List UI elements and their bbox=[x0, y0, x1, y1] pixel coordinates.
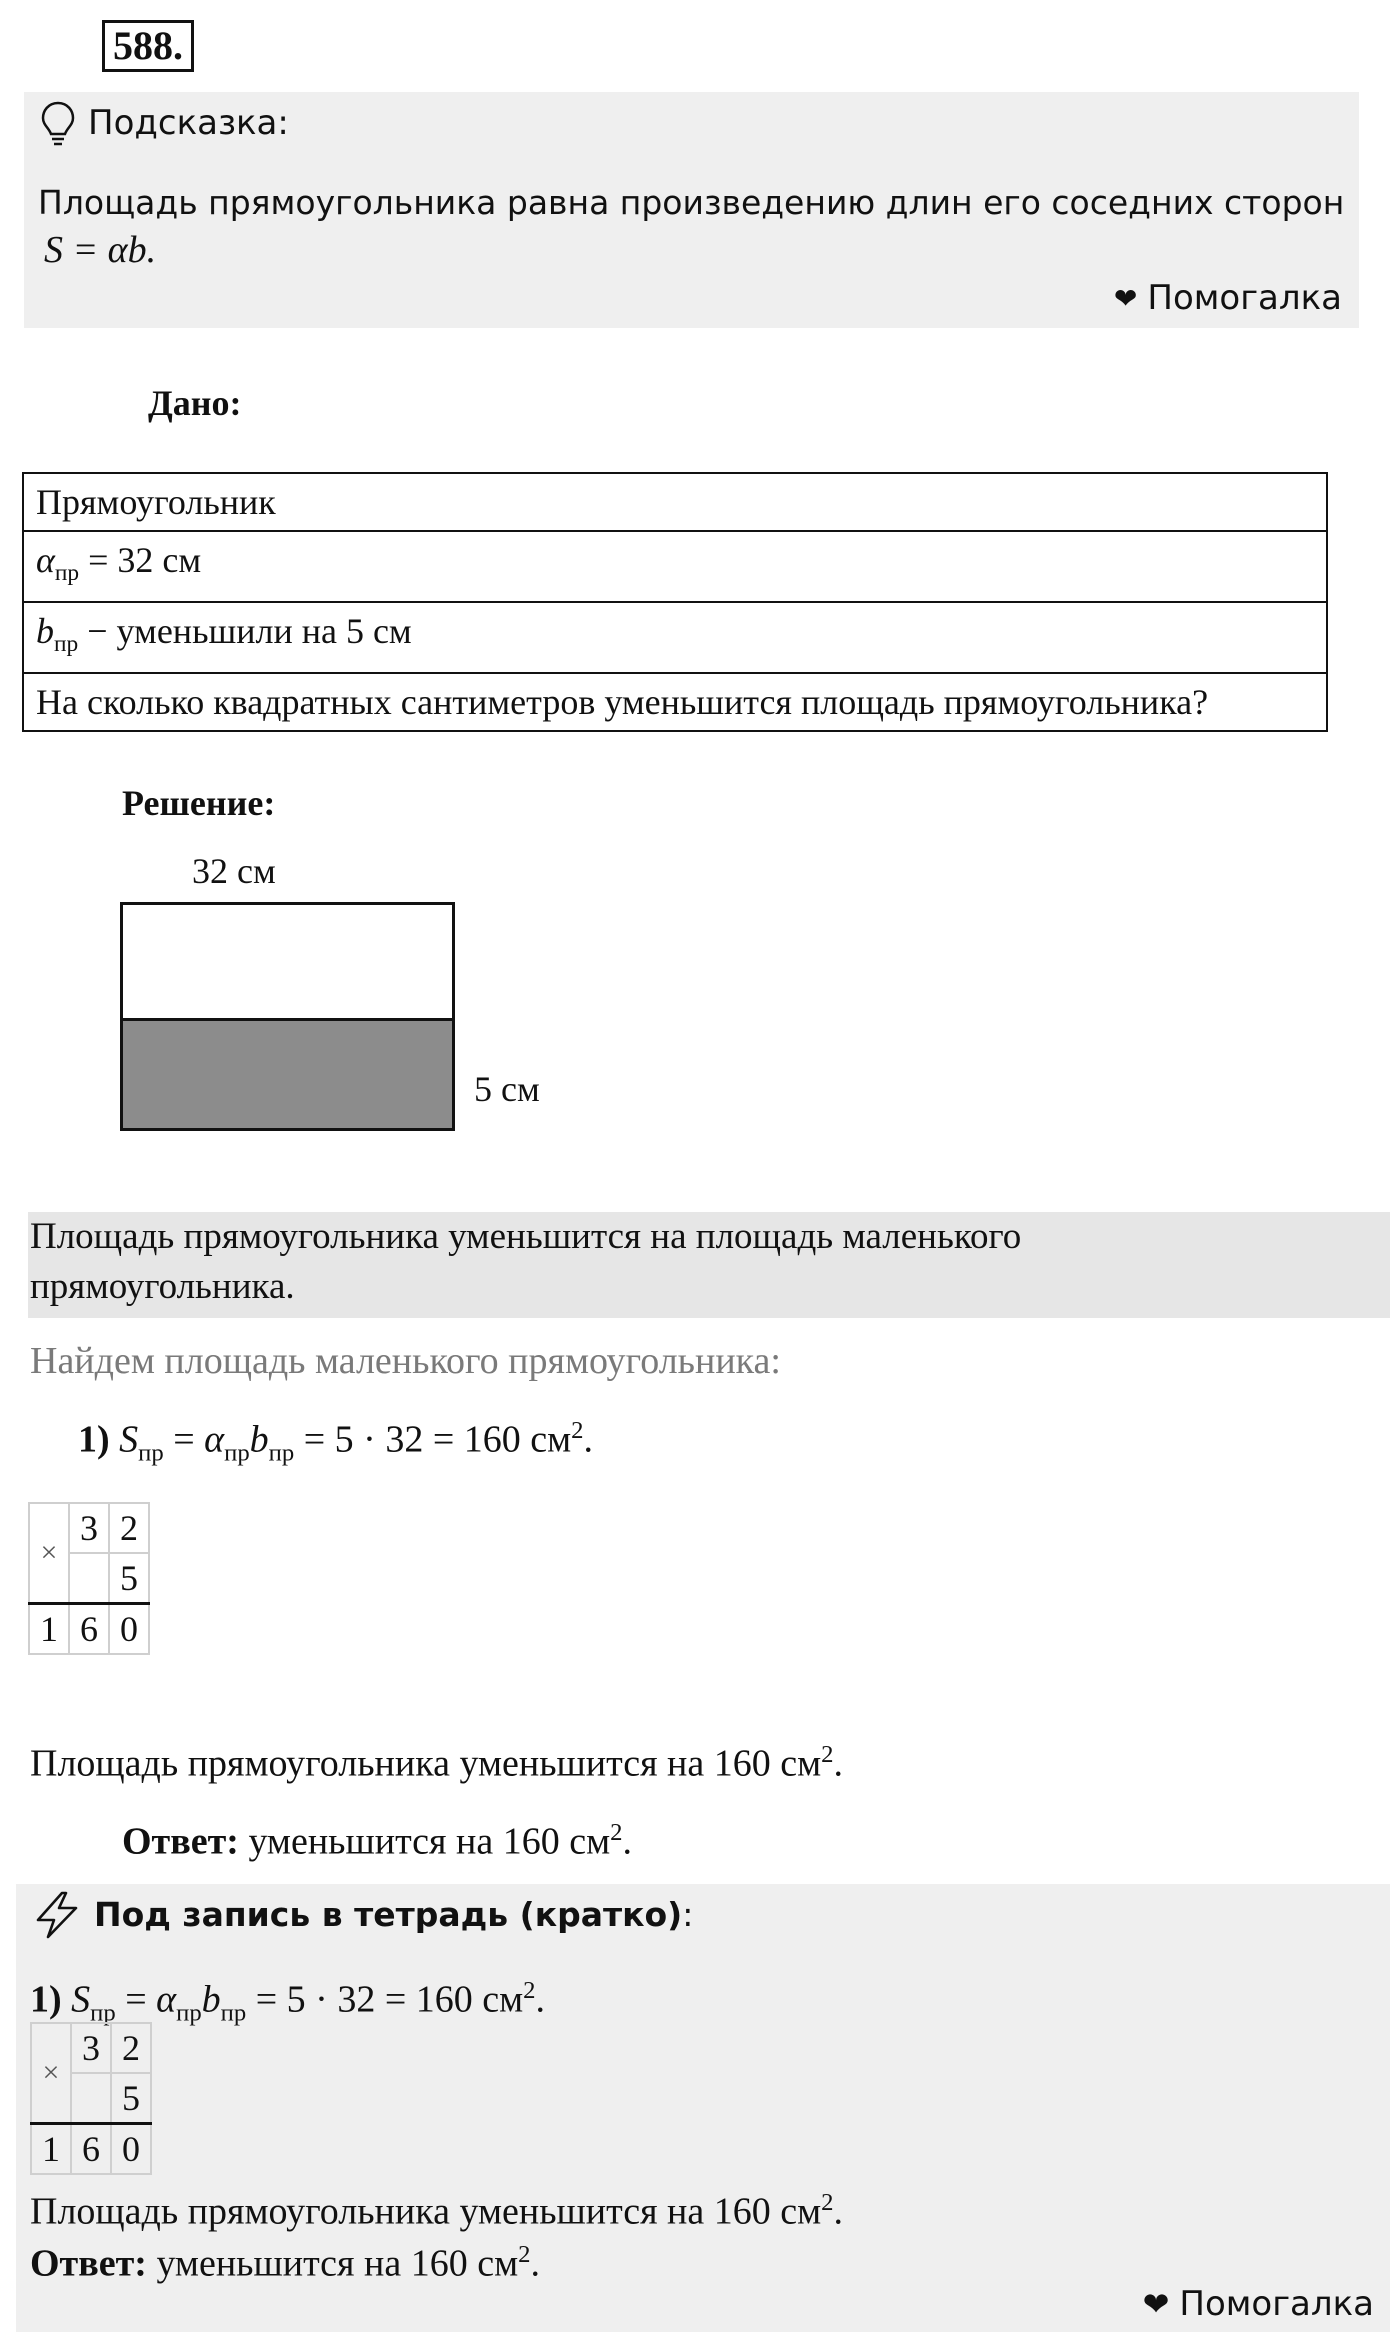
b-symbol: b bbox=[36, 611, 54, 652]
answer-line bbox=[122, 1808, 632, 1867]
notes-mult-cell: 3 bbox=[71, 2023, 111, 2073]
hint-formula: S = αb. bbox=[44, 229, 157, 271]
step1-b: b bbox=[249, 1418, 269, 1461]
notes-mult-result-cell: 0 bbox=[111, 2124, 151, 2175]
notes-step1-alpha: α bbox=[156, 1978, 177, 2021]
conclusion-main: Площадь прямоугольника уменьшится на 160 см bbox=[30, 1742, 822, 1785]
notes-step1-alpha-sub: пр bbox=[176, 1999, 202, 2027]
notes-conclusion-end: . bbox=[833, 2190, 844, 2233]
given-row-shape: Прямоугольник bbox=[23, 473, 1327, 531]
notes-step1-exp: 2 bbox=[523, 1977, 536, 2004]
lightning-icon bbox=[32, 1890, 82, 1945]
notes-conclusion-exp: 2 bbox=[821, 2189, 834, 2216]
step1-b-sub: пр bbox=[268, 1439, 295, 1467]
notes-times-sign: × bbox=[31, 2023, 71, 2124]
notes-multiplication-table bbox=[30, 2022, 152, 2175]
problem-number: 588. bbox=[102, 20, 194, 72]
rectangle-figure bbox=[120, 902, 456, 1137]
notes-mult-result-cell: 6 bbox=[71, 2124, 111, 2175]
alpha-symbol: α bbox=[36, 540, 55, 580]
given-row-side-a bbox=[23, 531, 1327, 602]
mult-cell: 2 bbox=[109, 1503, 149, 1553]
times-sign: × bbox=[29, 1503, 69, 1604]
rectangle-remaining-part bbox=[122, 904, 454, 1020]
multiplication-table bbox=[28, 1502, 150, 1655]
mult-result-cell: 0 bbox=[109, 1604, 149, 1655]
step1-end: . bbox=[583, 1418, 594, 1461]
given-row-side-a-sub: пр bbox=[54, 560, 80, 587]
heart-icon: ❤ bbox=[1142, 2285, 1170, 2323]
notes-helper-link[interactable] bbox=[1143, 2284, 1374, 2324]
given-row-side-b-sub: пр bbox=[54, 631, 79, 658]
notes-step1-b-sub: пр bbox=[220, 1999, 247, 2027]
step1-exp: 2 bbox=[571, 1417, 584, 1444]
notes-mult-cell: 2 bbox=[111, 2023, 151, 2073]
notes-answer-exp: 2 bbox=[518, 2241, 531, 2268]
step1-S: S bbox=[119, 1418, 139, 1461]
mult-result-cell: 1 bbox=[29, 1604, 69, 1655]
hint-text: Площадь прямоугольника равна произведению длин его соседних сторон bbox=[38, 183, 1345, 222]
mult-cell: 3 bbox=[69, 1503, 109, 1553]
given-table bbox=[22, 472, 1328, 732]
notes-step1-number: 1) bbox=[30, 1978, 62, 2021]
notes-step1-b: b bbox=[201, 1978, 221, 2021]
conclusion-exp: 2 bbox=[821, 1741, 834, 1768]
notes-conclusion bbox=[30, 2178, 843, 2237]
given-heading: Дано: bbox=[148, 383, 242, 423]
heart-icon: ❤ bbox=[1113, 281, 1138, 315]
conclusion-text bbox=[30, 1730, 843, 1789]
step1-result: = 5 · 32 = 160 см bbox=[294, 1418, 572, 1461]
step1-line bbox=[78, 1406, 593, 1478]
notes-title-line bbox=[94, 1892, 693, 1938]
notes-step1-S: S bbox=[71, 1978, 91, 2021]
notes-answer-line bbox=[30, 2230, 540, 2289]
solution-heading: Решение: bbox=[122, 783, 276, 823]
notes-helper-label: Помогалка bbox=[1179, 2284, 1374, 2324]
answer-end: . bbox=[622, 1820, 632, 1863]
mult-cell: 5 bbox=[109, 1553, 149, 1604]
figure-top-label: 32 см bbox=[192, 851, 276, 891]
notes-conclusion-main: Площадь прямоугольника уменьшится на 160 см bbox=[30, 2190, 822, 2233]
notes-step1-result: = 5 · 32 = 160 см bbox=[246, 1978, 524, 2021]
notes-step1-end: . bbox=[535, 1978, 546, 2021]
notes-step1-eq: = bbox=[115, 1978, 157, 2021]
given-row-question: На сколько квадратных сантиметров уменьшится площадь прямоугольника? bbox=[23, 673, 1327, 731]
find-text: Найдем площадь маленького прямоугольника: bbox=[30, 1340, 781, 1382]
given-row-side-b-value: − уменьшили на 5 см bbox=[78, 611, 412, 652]
answer-label: Ответ: bbox=[122, 1820, 239, 1863]
highlight-text: Площадь прямоугольника уменьшится на площадь маленького прямоугольника. bbox=[30, 1216, 1022, 1307]
hint-helper-label: Помогалка bbox=[1147, 278, 1342, 318]
hint-title: Подсказка: bbox=[88, 103, 289, 143]
figure-side-label: 5 см bbox=[474, 1069, 540, 1109]
notes-title-colon: : bbox=[682, 1895, 694, 1934]
step1-S-sub: пр bbox=[138, 1439, 164, 1467]
step1-eq: = bbox=[163, 1418, 205, 1461]
conclusion-end: . bbox=[833, 1742, 844, 1785]
step1-alpha-sub: пр bbox=[224, 1439, 250, 1467]
mult-cell bbox=[69, 1553, 109, 1604]
notes-answer-end: . bbox=[530, 2242, 540, 2285]
notes-mult-cell bbox=[71, 2073, 111, 2124]
step1-alpha: α bbox=[204, 1418, 225, 1461]
answer-exp: 2 bbox=[610, 1819, 623, 1846]
notes-mult-result-cell: 1 bbox=[31, 2124, 71, 2175]
notes-mult-cell: 5 bbox=[111, 2073, 151, 2124]
notes-title: Под запись в тетрадь (кратко) bbox=[94, 1895, 683, 1934]
mult-result-cell: 6 bbox=[69, 1604, 109, 1655]
notes-answer-label: Ответ: bbox=[30, 2242, 147, 2285]
hint-helper-link[interactable] bbox=[1114, 278, 1342, 318]
notes-answer-text: уменьшится на 160 см bbox=[146, 2242, 519, 2285]
lightbulb-icon bbox=[40, 100, 76, 153]
rectangle-removed-part bbox=[122, 1020, 454, 1130]
given-row-side-b bbox=[23, 602, 1327, 673]
step1-number: 1) bbox=[78, 1418, 110, 1461]
answer-text: уменьшится на 160 см bbox=[238, 1820, 611, 1863]
given-row-side-a-value: = 32 см bbox=[79, 540, 202, 580]
notes-step1-S-sub: пр bbox=[90, 1999, 116, 2027]
